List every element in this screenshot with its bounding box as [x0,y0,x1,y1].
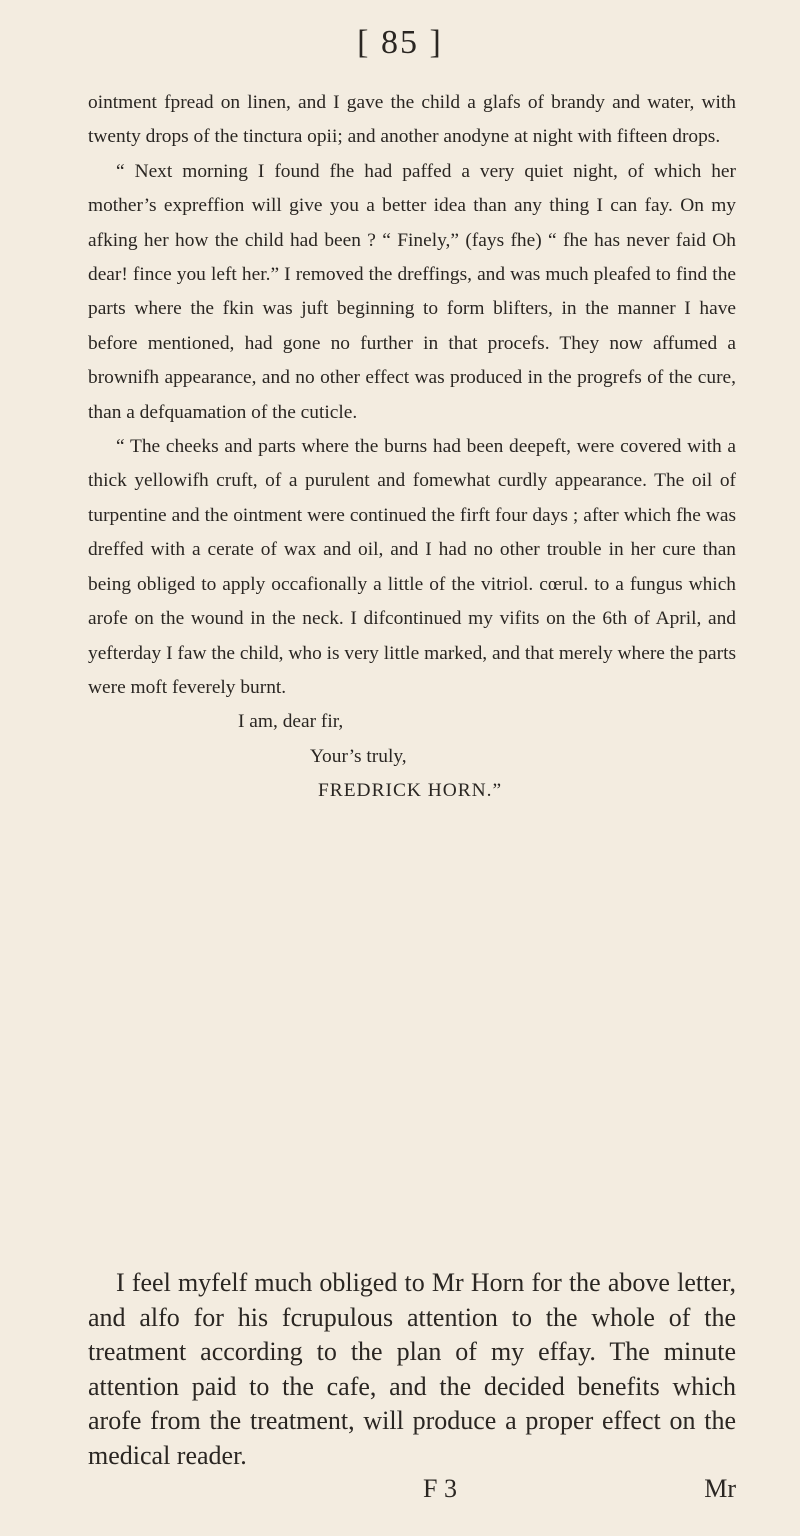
catchword: Mr [704,1474,736,1503]
paragraph-3: “ The cheeks and parts where the burns had been deepeft, were covered with a thick yellowifh cruft, of a purulent and fomewhat curdly appearance. The oil of turpentine and the ointment were continued the firft four days ; after which fhe was dreffed with a cerate of wax and oil, and I had no other trouble in her cure than being obliged to apply occafionally a little of the vitriol. cœrul. to a fungus which arofe on the wound in the neck. I difcontinued my vifits on the 6th of April, and yefterday I faw the child, who is very little marked, and that merely where the parts were moft feverely burnt. [88,436,736,698]
letter-body [88,86,736,809]
signature-mark: F 3 [423,1474,457,1503]
salutation: I am, dear fir, [238,711,344,733]
author-commentary [88,1266,736,1474]
paragraph-2: “ Next morning I found fhe had paffed a very quiet night, of which her mother’s expreffion will give you a better idea than any thing I can fay. On my afking her how the child had been ? “ Finely,” (fays fhe) “ fhe has never faid Oh dear! fince you left her.” I removed the dreffings, and was much pleafed to find the parts where the fkin was juft beginning to form blifters, in the manner I have before mentioned, had gone no further in that procefs. They now affumed a brownifh appearance, and no other effect was produced in the progrefs of the cure, than a defquamation of the cuticle. [88,160,736,423]
final-paragraph: I feel myfelf much obliged to Mr Horn for the above letter, and alfo for his fcrupulous attention to the whole of the treatment according to the plan of my effay. The minute attention paid to the cafe, and the decided benefits which arofe from the treatment, will produce a proper effect on the medical reader. [88,1268,736,1470]
sign-off: Your’s truly, [310,745,407,767]
page-number-header: [ 85 ] [357,24,443,61]
signature: FREDRICK HORN.” [318,780,503,802]
paragraph-1: ointment fpread on linen, and I gave the child a glafs of brandy and water, with twenty drops of the tinctura opii; and another anodyne at night with fifteen drops. [88,92,736,148]
letter-closing [88,705,736,808]
